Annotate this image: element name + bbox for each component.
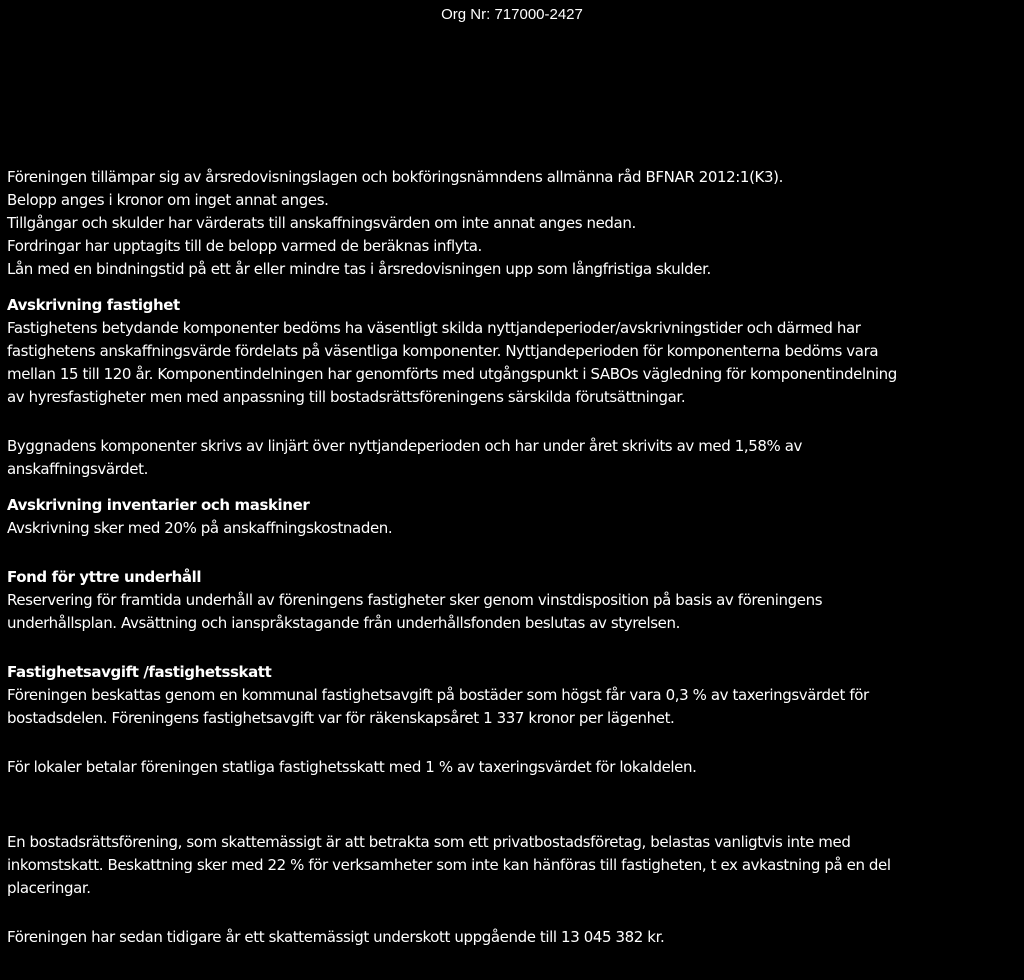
paragraph-line: Reservering för framtida underhåll av föreningens fastigheter sker genom vinstdisposition på basis av föreningens	[7, 591, 823, 609]
intro-line: Lån med en bindningstid på ett år eller mindre tas i årsredovisningen upp som långfristiga skulder.	[7, 260, 711, 278]
document-body	[7, 166, 1012, 949]
paragraph-line: mellan 15 till 120 år. Komponentindelningen har genomförts med utgångspunkt i SABOs vägledning för komponentindelning	[7, 365, 897, 383]
paragraph-line: Avskrivning sker med 20% på anskaffningskostnaden.	[7, 519, 393, 537]
paragraph-line: Byggnadens komponenter skrivs av linjärt över nyttjandeperioden och har under året skrivits av med 1,58% av	[7, 437, 803, 455]
avskrivning-fastighet-section	[7, 294, 1012, 481]
section-heading: Avskrivning inventarier och maskiner	[7, 496, 310, 514]
paragraph-line: Fastighetens betydande komponenter bedöms ha väsentligt skilda nyttjandeperioder/avskrivningstider och därmed har	[7, 319, 861, 337]
paragraph-line: En bostadsrättsförening, som skattemässigt är att betrakta som ett privatbostadsföretag, belastas vanligtvis inte med	[7, 833, 851, 851]
section-heading: Fastighetsavgift /fastighetsskatt	[7, 663, 272, 681]
section-heading: Avskrivning fastighet	[7, 296, 180, 314]
fastighetsavgift-section	[7, 661, 1012, 779]
fond-section	[7, 566, 1012, 635]
avskrivning-inventarier-section	[7, 494, 1012, 540]
paragraph-line: av hyresfastigheter men med anpassning till bostadsrättsföreningens särskilda förutsättningar.	[7, 388, 686, 406]
section-heading: Fond för yttre underhåll	[7, 568, 202, 586]
paragraph-line: fastighetens anskaffningsvärde fördelats på väsentliga komponenter. Nyttjandeperioden för komponenterna bedöms vara	[7, 342, 879, 360]
paragraph-line: Föreningen har sedan tidigare år ett skattemässigt underskott uppgående till 13 045 382 kr.	[7, 928, 665, 946]
beskattning-section	[7, 831, 1012, 949]
paragraph-line: underhållsplan. Avsättning och ianspråkstagande från underhållsfonden beslutas av styrelsen.	[7, 614, 680, 632]
intro-line: Fordringar har upptagits till de belopp varmed de beräknas inflyta.	[7, 237, 482, 255]
org-number: Org Nr: 717000-2427	[441, 6, 583, 23]
intro-line: Föreningen tillämpar sig av årsredovisningslagen och bokföringsnämndens allmänna råd BFNAR 2012:1(K3).	[7, 168, 783, 186]
paragraph-line: inkomstskatt. Beskattning sker med 22 % för verksamheter som inte kan hänföras till fastigheten, t ex avkastning på en del	[7, 856, 891, 874]
intro-line: Belopp anges i kronor om inget annat anges.	[7, 191, 329, 209]
paragraph-line: För lokaler betalar föreningen statliga fastighetsskatt med 1 % av taxeringsvärdet för lokaldelen.	[7, 758, 697, 776]
paragraph-line: anskaffningsvärdet.	[7, 460, 148, 478]
paragraph-line: placeringar.	[7, 879, 91, 897]
paragraph-line: Föreningen beskattas genom en kommunal fastighetsavgift på bostäder som högst får vara 0,3 % av taxeringsvärdet för	[7, 686, 869, 704]
paragraph-line: bostadsdelen. Föreningens fastighetsavgift var för räkenskapsåret 1 337 kronor per lägenhet.	[7, 709, 675, 727]
intro-section	[7, 166, 1012, 281]
intro-line: Tillgångar och skulder har värderats till anskaffningsvärden om inte annat anges nedan.	[7, 214, 636, 232]
